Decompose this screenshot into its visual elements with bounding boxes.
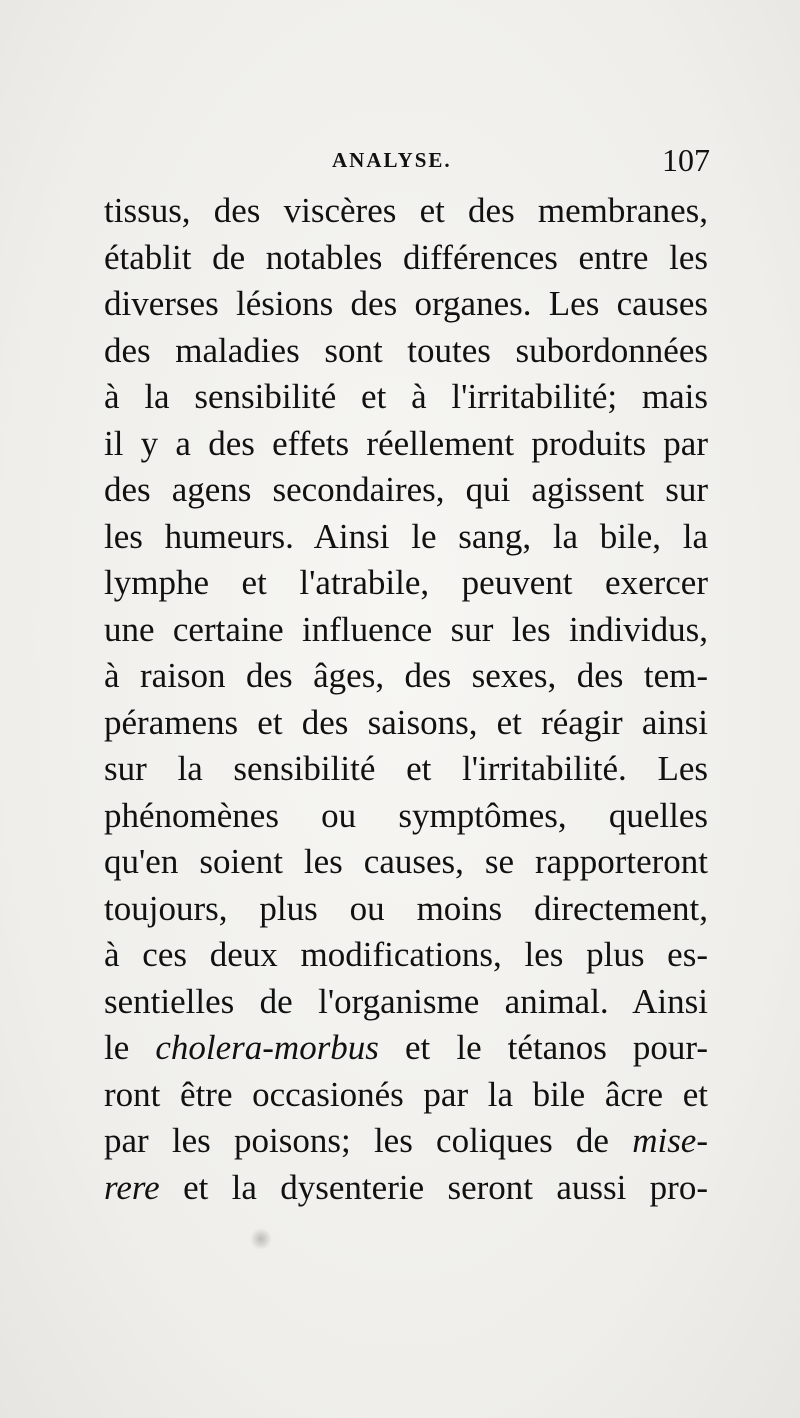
running-title: ANALYSE. — [332, 148, 452, 172]
ink-smudge — [250, 1228, 272, 1250]
text-line: à raison des âges, des sexes, des tem- — [104, 656, 708, 695]
text-line: ront être occasionés par la bile âcre et — [104, 1074, 708, 1114]
italic-term: mise- — [632, 1121, 708, 1160]
page-number: 107 — [662, 142, 710, 178]
text-line: péramens et des saisons, et réagir ainsi — [104, 702, 708, 742]
text-line: des maladies sont toutes subordonnées — [104, 330, 708, 370]
text-line: rere et la dysenterie seront aussi pro- — [104, 1167, 708, 1207]
text-line: sentielles de l'organisme animal. Ainsi — [104, 981, 708, 1021]
text-line: phénomènes ou symptômes, quelles — [104, 795, 708, 835]
text-line: par les poisons; les coliques de mise- — [104, 1121, 708, 1160]
italic-term: rere — [104, 1167, 160, 1207]
body-text — [104, 188, 708, 1211]
text-line: à la sensibilité et à l'irritabilité; mais — [104, 377, 708, 416]
text-line: qu'en soient les causes, se rapporteront — [104, 842, 708, 881]
text-line: établit de notables différences entre les — [104, 237, 708, 277]
text-line: des agens secondaires, qui agissent sur — [104, 470, 708, 509]
text-line: il y a des effets réellement produits par — [104, 423, 708, 463]
text-line: toujours, plus ou moins directement, — [104, 888, 708, 928]
italic-term: cholera-morbus — [155, 1028, 379, 1067]
text-line: sur la sensibilité et l'irritabilité. Les — [104, 749, 708, 788]
text-line: les humeurs. Ainsi le sang, la bile, la — [104, 516, 708, 556]
text-line: tissus, des viscères et des membranes, — [104, 191, 708, 230]
running-head — [100, 142, 710, 182]
text-line: le cholera-morbus et le tétanos pour- — [104, 1028, 709, 1067]
text-line: à ces deux modifications, les plus es- — [104, 935, 708, 974]
text-line: lymphe et l'atrabile, peuvent exercer — [104, 563, 708, 602]
text-line: une certaine influence sur les individus, — [104, 609, 708, 649]
text-line: diverses lésions des organes. Les causes — [104, 284, 708, 323]
